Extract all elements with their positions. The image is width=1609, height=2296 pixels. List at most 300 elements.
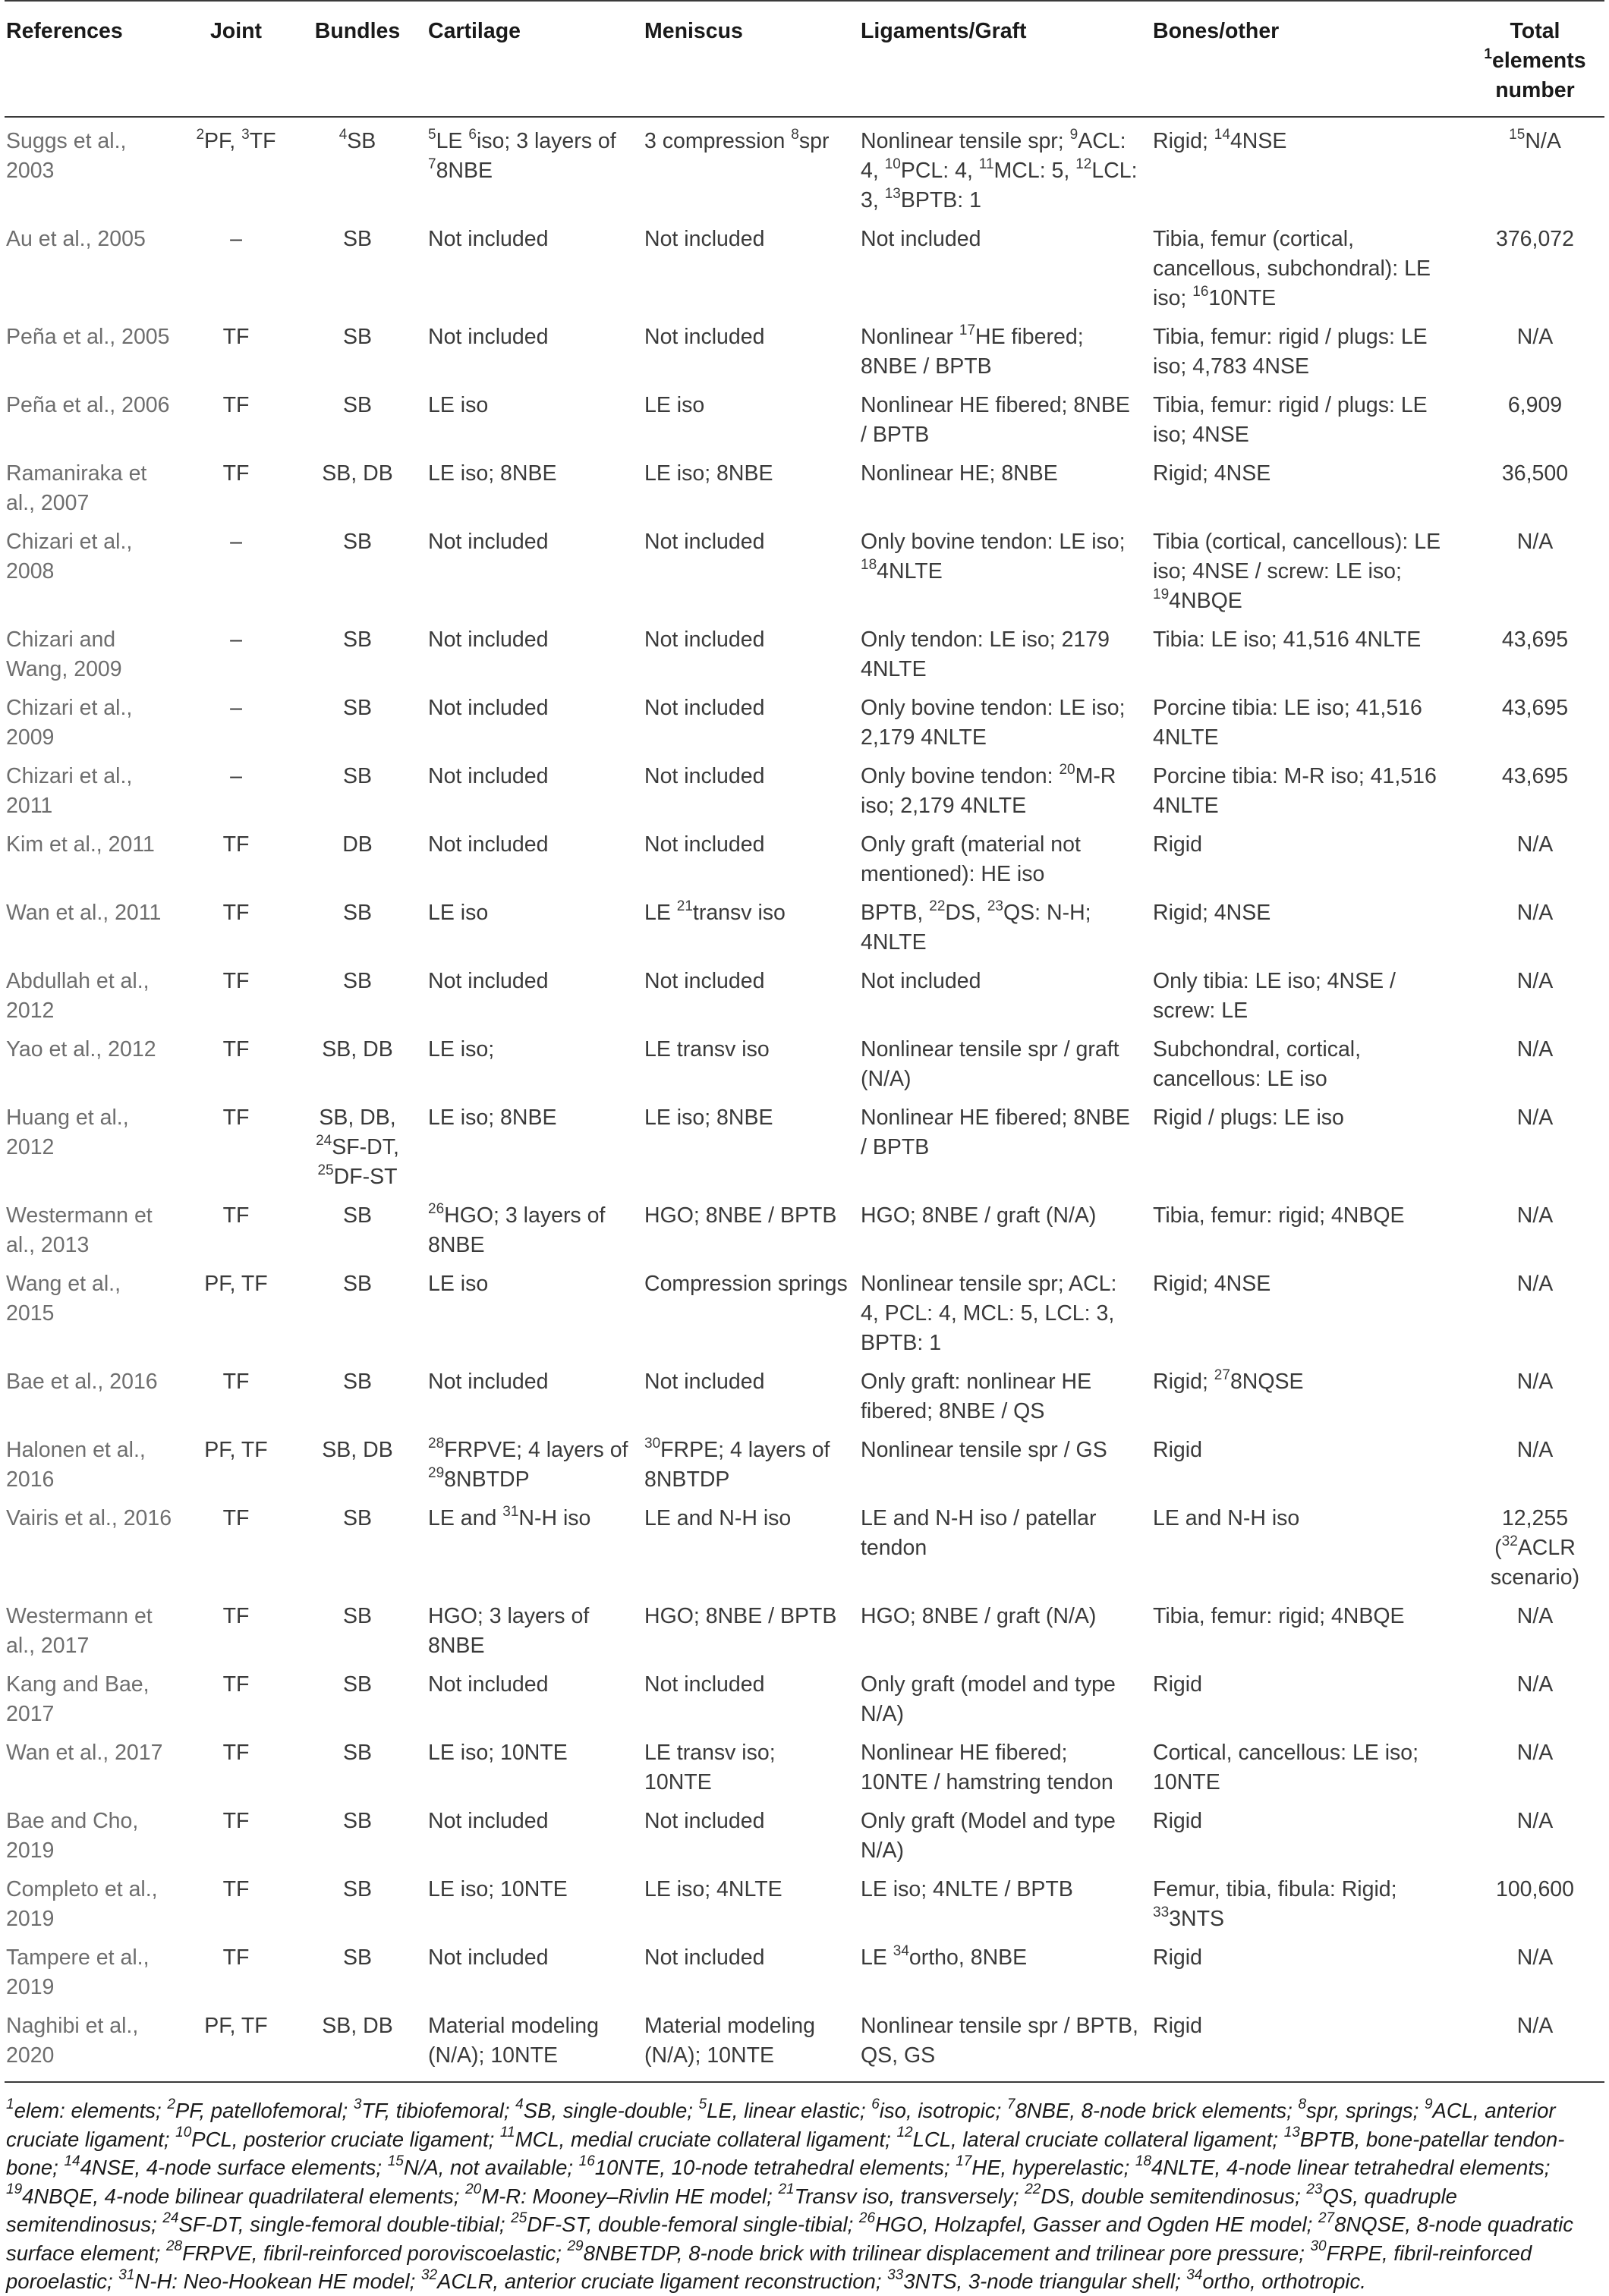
cell-bundles: SB [342,627,373,652]
cell-ligaments-graft: Not included [861,969,981,993]
table-row [5,1431,1604,1499]
header-row [5,1,1604,117]
cell-bones-other: LE and N-H iso [1153,1506,1300,1530]
cell-cartilage: Not included [428,696,549,720]
footnote-marker: 12 [896,2125,913,2141]
footnote-marker: 3 [241,126,250,143]
cell-total-elements: N/A [1516,1106,1554,1130]
cell-ligaments-graft: LE and N-H iso / patellar tendon [861,1506,1097,1560]
cell-joint: TF [222,461,250,486]
table-row [5,962,1604,1030]
cell-meniscus: $^{30}$FRPE; 4 layers of 8NBTDP [644,1435,830,1492]
cell-bundles: SB [342,1672,373,1697]
cell-references: Wan et al., 2017 [6,1741,163,1765]
footnote-marker: 26 [858,2210,876,2226]
cell-meniscus: HGO; 8NBE / BPTB [644,1604,837,1628]
cell-bones-other: Porcine tibia: M-R iso; 41,516 4NLTE [1153,764,1437,818]
cell-bones-other: Rigid; 4NSE [1153,1272,1271,1296]
cell-cartilage: LE iso; 10NTE [428,1877,568,1901]
cell-joint: TF [222,1037,250,1062]
cell-references: Suggs et al., 2003 [6,129,127,183]
cell-bundles: SB [342,1506,373,1530]
cell-references: Completo et al., 2019 [6,1877,158,1931]
cell-joint: TF [222,1741,250,1765]
cell-total-elements: 36,500 [1501,461,1569,486]
cell-references: Chizari et al., 2011 [6,764,133,818]
footnote-marker: 6 [468,126,477,143]
table-body [5,117,1604,2082]
table-row [5,318,1604,386]
cell-meniscus: Not included [644,696,765,720]
cell-meniscus: Not included [644,530,765,554]
cell-meniscus: Not included [644,627,765,652]
cell-joint: TF [222,325,250,349]
cell-cartilage: Not included [428,627,549,652]
footnote-marker: 25 [511,2210,527,2226]
footnote-marker: 2 [167,2096,175,2112]
footnote-marker: 28 [428,1435,445,1452]
cell-cartilage: LE iso; 10NTE [428,1741,568,1765]
cell-references: Chizari et al., 2008 [6,530,133,583]
footnote-marker: 7 [428,156,436,172]
cell-joint: – [230,530,242,554]
table-row [5,1499,1604,1597]
cell-meniscus: Not included [644,969,765,993]
table-row [5,757,1604,826]
cell-bones-other: Rigid; 4NSE [1153,461,1271,486]
cell-joint: TF [222,393,250,417]
table-row [5,1597,1604,1665]
footnote-marker: 21 [778,2181,795,2198]
footnote-marker: 27 [1214,1367,1230,1383]
cell-references: Abdullah et al., 2012 [6,969,150,1023]
cell-total-elements: $^{15}$N/A [1509,126,1561,153]
cell-meniscus: LE transv iso [644,1037,770,1062]
cell-bones-other: Tibia, femur: rigid / plugs: LE iso; 4,783 4NSE [1153,325,1428,379]
table-row [5,1265,1604,1363]
footnote-marker: 27 [1318,2210,1335,2226]
cell-ligaments-graft: Nonlinear HE; 8NBE [861,461,1058,486]
footnote-marker: 33 [1153,1904,1170,1920]
cell-bones-other: Rigid [1153,1438,1202,1462]
table-row [5,1734,1604,1802]
cell-bundles: SB [342,530,373,554]
footnote-marker: 11 [499,2125,515,2141]
cell-bones-other: Femur, tibia, fibula: Rigid; $^{33}$3NTS [1153,1877,1397,1931]
cell-bones-other: Tibia, femur (cortical, cancellous, subchondral): LE iso; $^{16}$10NTE [1153,227,1431,310]
cell-meniscus: Not included [644,325,765,349]
cell-joint: TF [222,1809,250,1833]
footnote-marker: 25 [317,1162,334,1178]
cell-cartilage: LE iso [428,1272,489,1296]
footnote-marker: 17 [959,322,976,338]
footnote-marker: 19 [6,2181,23,2198]
cell-cartilage: LE iso; [428,1037,495,1062]
cell-ligaments-graft: Only graft (model and type N/A) [861,1672,1116,1726]
table-row [5,1939,1604,2007]
footnote-marker: 33 [887,2266,904,2283]
cell-bones-other: Rigid; 4NSE [1153,901,1271,925]
cell-meniscus: HGO; 8NBE / BPTB [644,1203,837,1228]
cell-meniscus: Not included [644,832,765,857]
footnote-marker: 21 [676,898,693,914]
footnote-marker: 15 [1509,126,1526,143]
cell-ligaments-graft: Only graft (Model and type N/A) [861,1809,1116,1863]
cell-cartilage: Not included [428,764,549,788]
cell-total-elements: N/A [1516,901,1554,925]
footnote-marker: 23 [987,898,1003,914]
cell-total-elements: 43,695 [1501,764,1569,788]
cell-ligaments-graft: Only tendon: LE iso; 2179 4NLTE [861,627,1110,681]
cell-bones-other: Tibia, femur: rigid; 4NBQE [1153,1203,1405,1228]
column-header-total-elements: Total $^1$elements number [1484,19,1586,102]
cell-cartilage: Not included [428,227,549,251]
cell-joint: TF [222,1106,250,1130]
cell-references: Bae and Cho, 2019 [6,1809,139,1863]
cell-bones-other: Rigid [1153,832,1202,857]
cell-total-elements: 100,600 [1495,1877,1575,1901]
cell-bundles: SB [342,227,373,251]
footnote-marker: 16 [1192,283,1209,300]
cell-bones-other: Rigid [1153,2014,1202,2038]
cell-references: Wang et al., 2015 [6,1272,121,1326]
table-row [5,894,1604,962]
cell-ligaments-graft: Only bovine tendon: LE iso; 2,179 4NLTE [861,696,1126,750]
cell-total-elements: 43,695 [1501,627,1569,652]
footnote-marker: 15 [387,2153,404,2169]
footnote-marker: 1 [6,2096,14,2112]
cell-references: Chizari and Wang, 2009 [6,627,122,681]
cell-ligaments-graft: BPTB, $^{22}$DS, $^{23}$QS: N-H; 4NLTE [861,898,1091,955]
abbreviation-footnote: $^1$elem: elements; $^2$PF, patellofemoral; $^3$TF, tibiofemoral; $^4$SB, single-double; $^5$LE, linear elastic; $^6$iso, isotropic; $^7$8NBE, 8-node brick elements; $^8$spr, springs; $^9$ACL, anterior cruciate ligament; $^{10}$PCL, posterior cruciate ligament; $^{11}$MCL, medial cruciate collateral ligament; $^{12}$LCL, lateral cruciate collateral ligament; $^{13}$BPTB, bone-patellar tendon-bone; $^{14}$4NSE, 4-node surface elements; $^{15}$N/A, not available; $^{16}$10NTE, 10-node tetrahedral elements; $^{17}$HE, hyperelastic; $^{18}$4NLTE, 4-node linear tetrahedral elements; $^{19}$4NBQE, 4-node bilinear quadrilateral elements; $^{20}$M-R: Mooney–Rivlin HE model; $^{21}$Transv iso, transversely; $^{22}$DS, double semitendinosus; $^{23}$QS, quadruple semitendinosus; $^{24}$SF-DT, single-femoral double-tibial; $^{25}$DF-ST, double-femoral single-tibial; $^{26}$HGO, Holzapfel, Gasser and Ogden HE model; $^{27}$8NQSE, 8-node quadratic surface element; $^{28}$FRPVE, fibril-reinforced poroviscoelastic; $^{29}$8NBETDP, 8-node brick with trilinear displacement and trilinear pore pressure; $^{30}$FRPE, fibril-reinforced poroelastic; $^{31}$N-H: Neo-Hookean HE model; $^{32}$ACLR, anterior cruciate ligament reconstruction; $^{33}$3NTS, 3-node triangular shell; $^{34}$ortho, orthotropic. [6,2096,1574,2293]
cell-total-elements: N/A [1516,1945,1554,1970]
cell-meniscus: Not included [644,1370,765,1394]
cell-total-elements: N/A [1516,1272,1554,1296]
footnote-marker: 18 [861,556,877,573]
cell-joint: TF [222,1877,250,1901]
cell-cartilage: Not included [428,832,549,857]
cell-joint: TF [222,1672,250,1697]
cell-ligaments-graft: LE iso; 4NLTE / BPTB [861,1877,1073,1901]
cell-total-elements: N/A [1516,2014,1554,2038]
cell-meniscus: Not included [644,1672,765,1697]
cell-total-elements: 376,072 [1495,227,1575,251]
cell-bundles: SB [342,764,373,788]
cell-bundles: SB [342,1272,373,1296]
footnote-marker: 29 [567,2238,584,2255]
cell-ligaments-graft: Not included [861,227,981,251]
table-row [5,1030,1604,1099]
cell-bones-other: Tibia: LE iso; 41,516 4NLTE [1153,627,1422,652]
cell-meniscus: LE iso [644,393,705,417]
cell-ligaments-graft: Nonlinear $^{17}$HE fibered; 8NBE / BPTB [861,322,1084,379]
table-row [5,1363,1604,1431]
footnote-marker: 26 [428,1200,445,1217]
cell-total-elements: N/A [1516,1604,1554,1628]
footnote-marker: 34 [893,1942,909,1959]
cell-joint: TF [222,1945,250,1970]
footnote-marker: 23 [1306,2181,1323,2198]
footnote-marker: 10 [175,2125,192,2141]
footnote-marker: 4 [515,2096,524,2112]
cell-bones-other: Rigid / plugs: LE iso [1153,1106,1344,1130]
footnote-marker: 7 [1006,2096,1015,2112]
cell-meniscus: 3 compression $^8$spr [644,126,830,153]
footnote-marker: 10 [884,156,901,172]
cell-references: Westermann et al., 2017 [6,1604,153,1658]
footnote-marker: 30 [1310,2238,1327,2255]
table-row [5,621,1604,689]
column-header-bundles: Bundles [314,19,401,43]
cell-ligaments-graft: Nonlinear tensile spr / graft (N/A) [861,1037,1119,1091]
footnote-marker: 9 [1424,2096,1433,2112]
cell-references: Peña et al., 2006 [6,393,170,417]
cell-cartilage: Not included [428,1809,549,1833]
footnote-marker: 22 [929,898,946,914]
cell-references: Yao et al., 2012 [6,1037,156,1062]
cell-ligaments-graft: LE $^{34}$ortho, 8NBE [861,1942,1028,1970]
cell-ligaments-graft: Nonlinear tensile spr; $^9$ACL: 4, $^{10}$PCL: 4, $^{11}$MCL: 5, $^{12}$LCL: 3, $^{13}$BPTB: 1 [861,126,1138,212]
footnote-marker: 5 [428,126,436,143]
cell-meniscus: Not included [644,764,765,788]
cell-ligaments-graft: Nonlinear tensile spr; ACL: 4, PCL: 4, MCL: 5, LCL: 3, BPTB: 1 [861,1272,1117,1355]
cell-joint: PF, TF [204,2014,268,2038]
footnote-marker: 20 [465,2181,482,2198]
table-row [5,1870,1604,1939]
cell-meniscus: LE and N-H iso [644,1506,792,1530]
cell-bones-other: Only tibia: LE iso; 4NSE / screw: LE [1153,969,1396,1023]
cell-joint: TF [222,969,250,993]
cell-joint: – [230,227,242,251]
footnote-marker: 30 [644,1435,661,1452]
table-row [5,220,1604,318]
footnote-marker: 29 [428,1464,445,1481]
cell-ligaments-graft: Nonlinear HE fibered; 8NBE / BPTB [861,393,1130,447]
column-header-references: References [6,19,123,43]
table-row [5,523,1604,621]
cell-cartilage: $^5$LE $^6$iso; 3 layers of $^7$8NBE [428,126,616,183]
cell-meniscus: LE transv iso; 10NTE [644,1741,776,1794]
footnote-marker: 2 [196,126,205,143]
cell-total-elements: N/A [1516,1203,1554,1228]
footnote-marker: 3 [353,2096,362,2112]
cell-ligaments-graft: Nonlinear tensile spr / GS [861,1438,1107,1462]
cell-ligaments-graft: Nonlinear tensile spr / BPTB, QS, GS [861,2014,1138,2068]
table-header [5,1,1604,117]
cell-meniscus: Not included [644,1809,765,1833]
cell-total-elements: N/A [1516,1809,1554,1833]
cell-ligaments-graft: HGO; 8NBE / graft (N/A) [861,1604,1097,1628]
cell-bundles: SB, DB [322,2014,393,2038]
table-row [5,1099,1604,1197]
cell-total-elements: N/A [1516,1741,1554,1765]
footnote-marker: 14 [64,2153,80,2169]
cell-joint: TF [222,832,250,857]
cell-total-elements: N/A [1516,325,1554,349]
cell-references: Peña et al., 2005 [6,325,170,349]
cell-bones-other: Rigid [1153,1945,1202,1970]
footnote-marker: 8 [1298,2096,1307,2112]
cell-ligaments-graft: Only graft: nonlinear HE fibered; 8NBE / QS [861,1370,1092,1423]
footnote-marker: 24 [316,1132,332,1149]
cell-joint: TF [222,1203,250,1228]
cell-bundles: SB, DB [322,461,393,486]
cell-references: Chizari et al., 2009 [6,696,133,750]
table-row [5,1802,1604,1870]
cell-joint: TF [222,1604,250,1628]
cell-bones-other: Rigid; $^{14}$4NSE [1153,126,1287,153]
cell-references: Kim et al., 2011 [6,832,155,857]
cell-joint: TF [222,901,250,925]
cell-total-elements: N/A [1516,969,1554,993]
cell-joint: TF [222,1370,250,1394]
cell-ligaments-graft: HGO; 8NBE / graft (N/A) [861,1203,1097,1228]
cell-bones-other: Rigid [1153,1809,1202,1833]
cell-meniscus: LE iso; 8NBE [644,1106,773,1130]
cell-bundles: SB [342,393,373,417]
footnote-marker: 24 [162,2210,179,2226]
cell-cartilage: Not included [428,969,549,993]
fe-models-table [5,0,1604,2083]
cell-bundles: SB [342,1741,373,1765]
table-row [5,2007,1604,2082]
cell-bundles: SB [342,1604,373,1628]
cell-joint: PF, TF [204,1438,268,1462]
cell-references: Bae et al., 2016 [6,1370,158,1394]
table-row [5,1665,1604,1734]
column-header-cartilage: Cartilage [428,19,521,43]
cell-cartilage: LE iso; 8NBE [428,461,557,486]
cell-meniscus: LE $^{21}$transv iso [644,898,786,925]
footnote-marker: 1 [1484,46,1492,62]
cell-references: Tampere et al., 2019 [6,1945,150,1999]
cell-references: Westermann et al., 2013 [6,1203,153,1257]
cell-total-elements: 43,695 [1501,696,1569,720]
cell-joint: $^2$PF, $^3$TF [196,126,276,153]
cell-bones-other: Rigid; $^{27}$8NQSE [1153,1367,1304,1394]
footnote-marker: 14 [1214,126,1230,143]
cell-references: Kang and Bae, 2017 [6,1672,150,1726]
cell-ligaments-graft: Nonlinear HE fibered; 8NBE / BPTB [861,1106,1130,1159]
cell-references: Wan et al., 2011 [6,901,162,925]
footnote-marker: 6 [871,2096,880,2112]
footnote-marker: 31 [502,1503,519,1520]
footnote-marker: 18 [1135,2153,1152,2169]
cell-total-elements: N/A [1516,1370,1554,1394]
footnote-marker: 5 [698,2096,707,2112]
cell-ligaments-graft: Nonlinear HE fibered; 10NTE / hamstring tendon [861,1741,1113,1794]
table-row [5,386,1604,454]
cell-joint: TF [222,1506,250,1530]
column-header-meniscus: Meniscus [644,19,743,43]
column-header-joint: Joint [209,19,263,43]
cell-total-elements: N/A [1516,530,1554,554]
footnote-marker: 13 [884,185,901,202]
cell-bundles: SB [342,1370,373,1394]
footnote-marker: 22 [1025,2181,1041,2198]
cell-bundles: SB [342,696,373,720]
cell-meniscus: Not included [644,1945,765,1970]
cell-total-elements: N/A [1516,832,1554,857]
cell-cartilage: Not included [428,1945,549,1970]
cell-total-elements: 6,909 [1507,393,1563,417]
cell-meniscus: LE iso; 4NLTE [644,1877,782,1901]
cell-bones-other: Tibia (cortical, cancellous): LE iso; 4NSE / screw: LE iso; $^{19}$4NBQE [1153,530,1441,613]
cell-joint: PF, TF [204,1272,268,1296]
cell-ligaments-graft: Only graft (material not mentioned): HE iso [861,832,1081,886]
cell-total-elements: 12,255 ($^{32}$ACLR scenario) [1490,1506,1580,1590]
cell-cartilage: $^{28}$FRPVE; 4 layers of $^{29}$8NBTDP [428,1435,628,1492]
footnote-marker: 19 [1153,586,1170,602]
footnote-marker: 8 [791,126,799,143]
table-row [5,689,1604,757]
cell-meniscus: Material modeling (N/A); 10NTE [644,2014,815,2068]
footnote-marker: 28 [165,2238,183,2255]
cell-bundles: SB [342,1809,373,1833]
cell-references: Au et al., 2005 [6,227,146,251]
cell-meniscus: Compression springs [644,1272,848,1296]
table-row [5,826,1604,894]
cell-cartilage: Material modeling (N/A); 10NTE [428,2014,599,2068]
cell-joint: – [230,696,242,720]
cell-references: Halonen et al., 2016 [6,1438,146,1492]
cell-ligaments-graft: Only bovine tendon: LE iso; $^{18}$4NLTE [861,530,1126,583]
cell-meniscus: Not included [644,227,765,251]
column-header-ligaments-graft: Ligaments/Graft [861,19,1027,43]
cell-references: Vairis et al., 2016 [6,1506,172,1530]
cell-bundles: SB [342,325,373,349]
cell-total-elements: N/A [1516,1037,1554,1062]
table-row [5,454,1604,523]
footnote-marker: 31 [118,2266,135,2283]
cell-cartilage: LE iso [428,901,489,925]
cell-bundles: SB [342,901,373,925]
cell-ligaments-graft: Only bovine tendon: $^{20}$M-R iso; 2,179 4NLTE [861,761,1116,818]
cell-bundles: DB [342,832,373,857]
cell-cartilage: Not included [428,1370,549,1394]
cell-cartilage: $^{26}$HGO; 3 layers of 8NBE [428,1200,606,1257]
cell-cartilage: Not included [428,1672,549,1697]
footnote-marker: 34 [1186,2266,1203,2283]
cell-total-elements: N/A [1516,1672,1554,1697]
cell-bones-other: Rigid [1153,1672,1202,1697]
footnote-marker: 11 [978,156,994,172]
cell-bundles: SB [342,1945,373,1970]
footnote-marker: 12 [1075,156,1092,172]
table-row [5,117,1604,220]
cell-total-elements: N/A [1516,1438,1554,1462]
table-row [5,1197,1604,1265]
cell-bones-other: Tibia, femur: rigid / plugs: LE iso; 4NSE [1153,393,1428,447]
cell-cartilage: HGO; 3 layers of 8NBE [428,1604,590,1658]
cell-cartilage: LE iso; 8NBE [428,1106,557,1130]
cell-bundles: SB [342,1877,373,1901]
cell-meniscus: LE iso; 8NBE [644,461,773,486]
column-header-bones-other: Bones/other [1153,19,1280,43]
cell-bones-other: Tibia, femur: rigid; 4NBQE [1153,1604,1405,1628]
cell-references: Ramaniraka et al., 2007 [6,461,147,515]
cell-references: Huang et al., 2012 [6,1106,129,1159]
cell-cartilage: LE and $^{31}$N-H iso [428,1503,591,1530]
cell-bones-other: Porcine tibia: LE iso; 41,516 4NLTE [1153,696,1422,750]
cell-bundles: SB, DB [322,1037,393,1062]
cell-bundles: SB, DB [322,1438,393,1462]
footnote-marker: 9 [1069,126,1078,143]
cell-bones-other: Subchondral, cortical, cancellous: LE iso [1153,1037,1362,1091]
cell-joint: – [230,627,242,652]
cell-cartilage: Not included [428,325,549,349]
footnote-marker: 16 [578,2153,595,2169]
